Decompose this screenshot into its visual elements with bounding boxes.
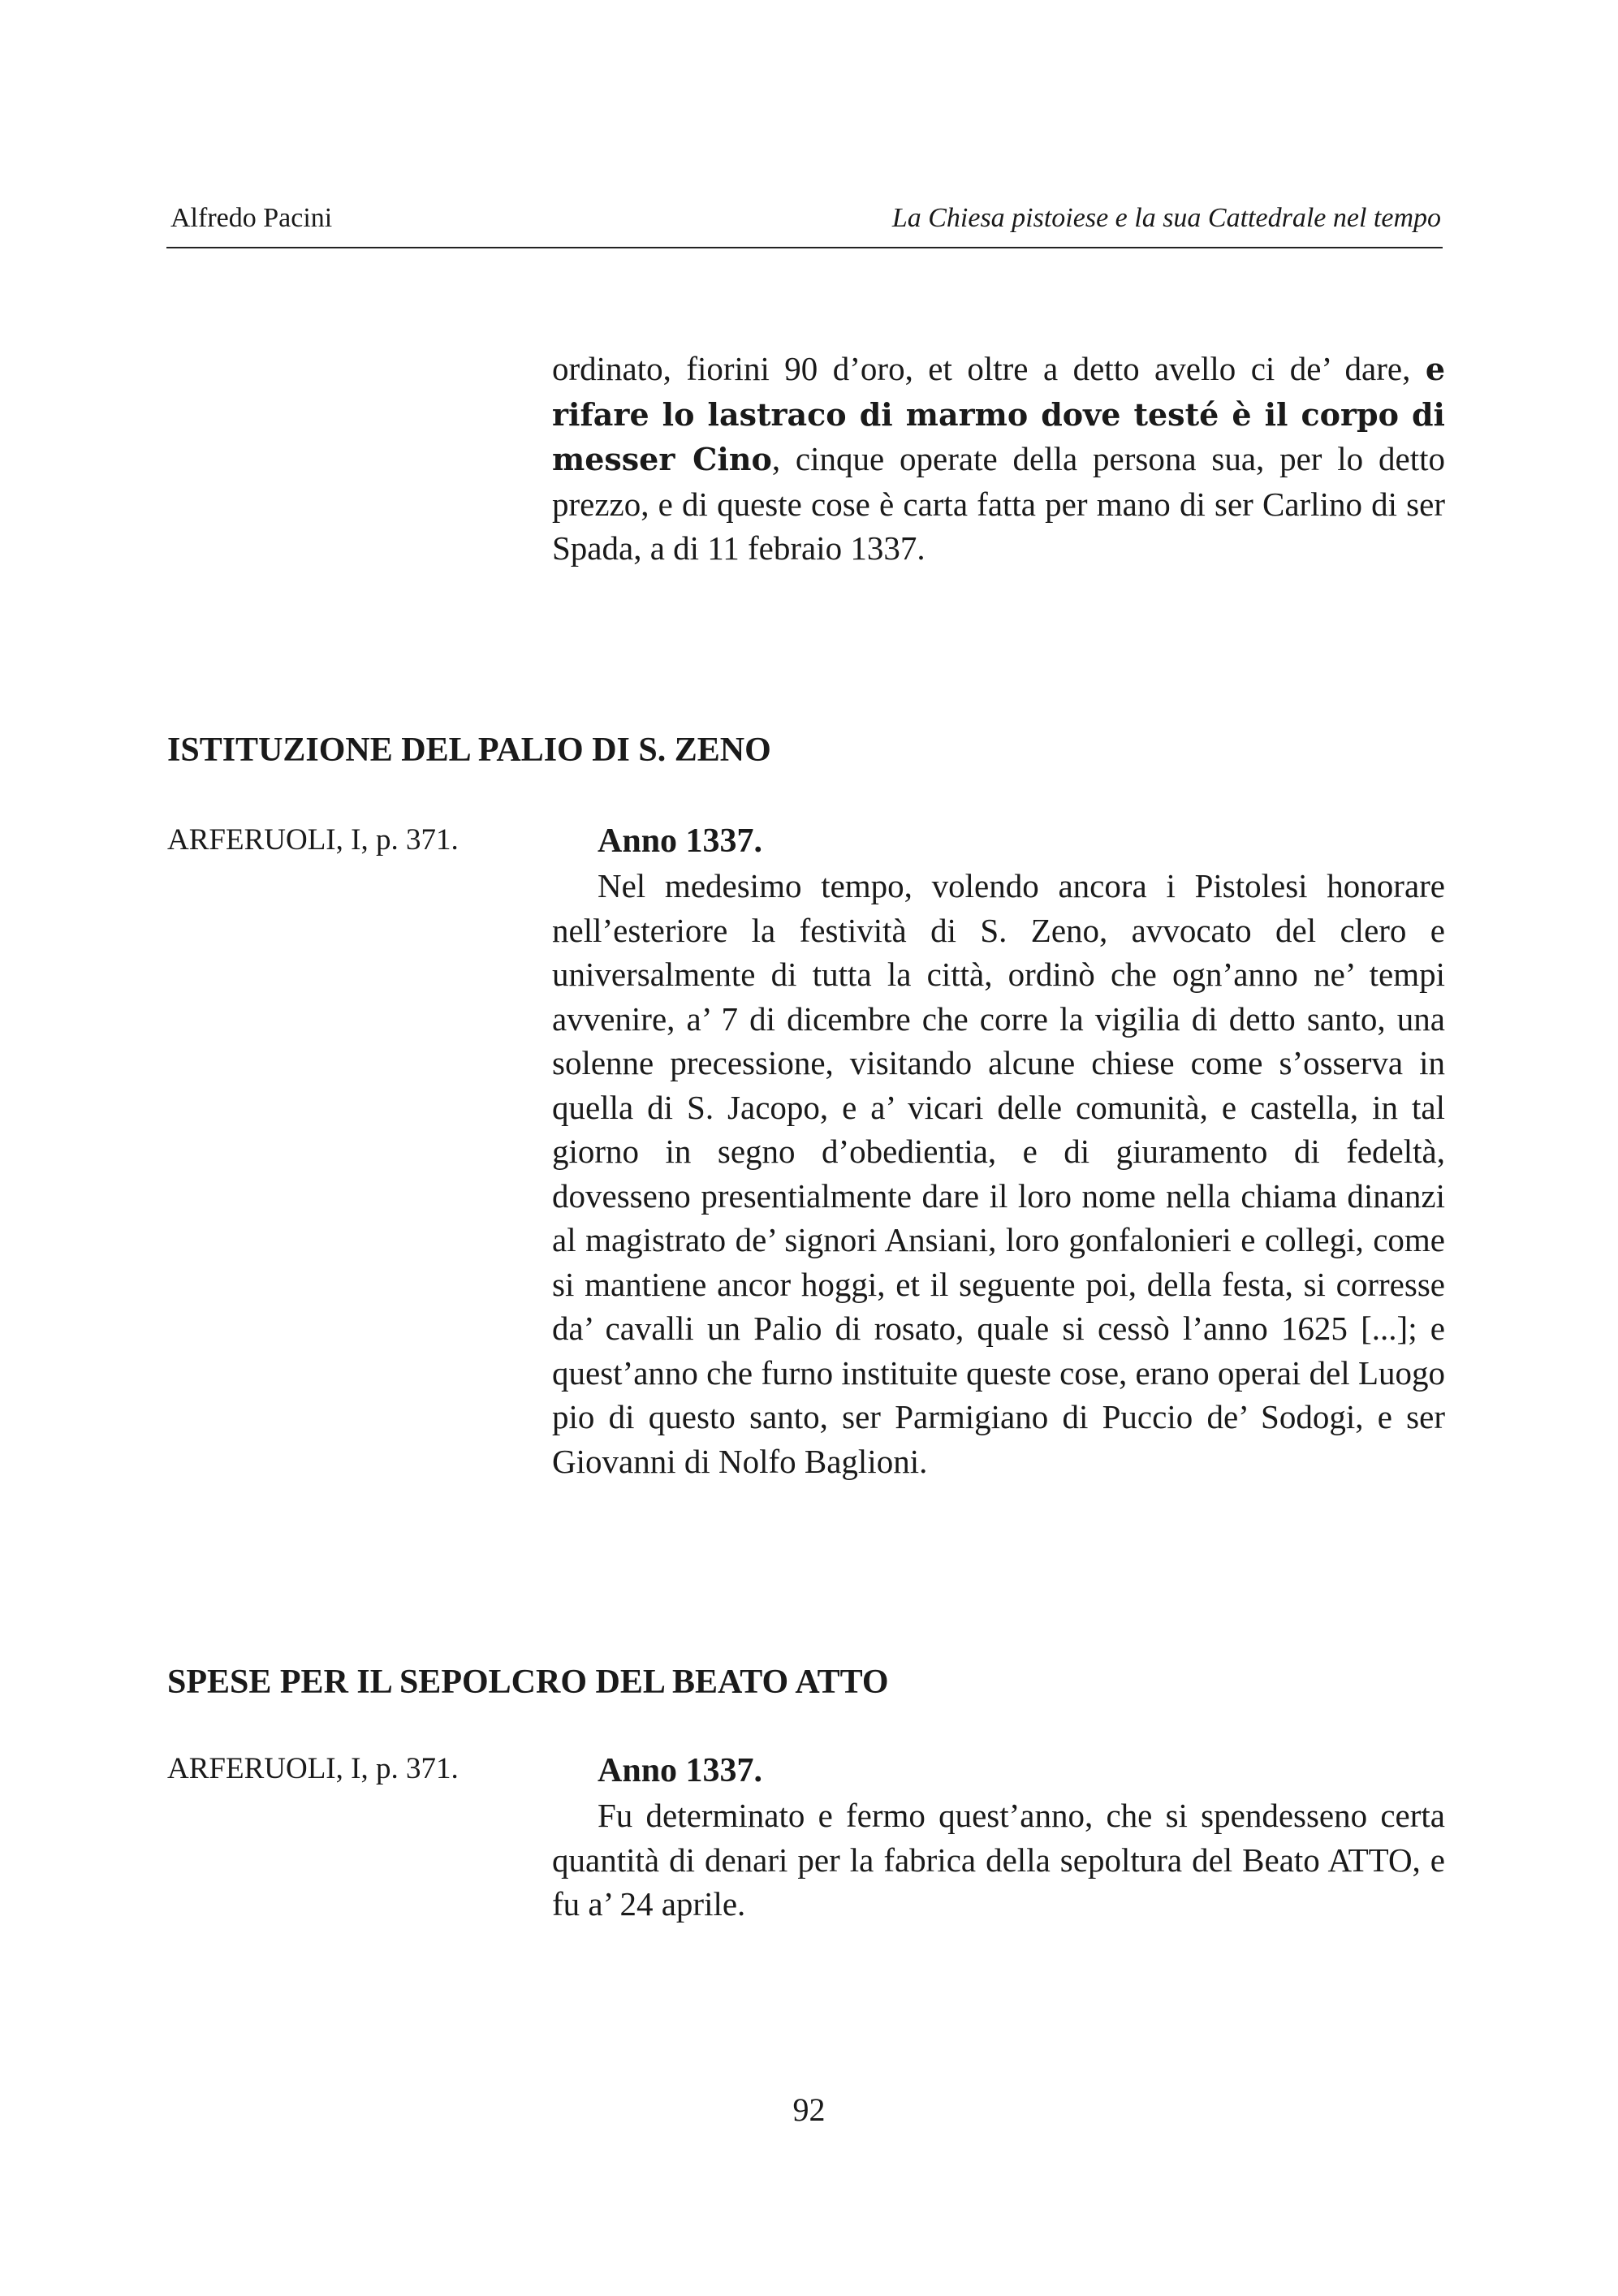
entry-sepolcro <box>552 1748 1445 1927</box>
section-heading-palio: ISTITUZIONE DEL PALIO DI S. ZENO <box>167 732 771 769</box>
entry-year-palio: Anno 1337. <box>598 822 763 860</box>
running-head-author: Alfredo Pacini <box>170 203 333 233</box>
continuation-text-start: ordinato, fiorini 90 d’oro, et oltre a detto avello ci de’ dare, <box>552 350 1411 387</box>
running-head-title: La Chiesa pistoiese e la sua Cattedrale nel tempo <box>891 203 1441 233</box>
continuation-bold-text: e rifare lo lastraco di marmo dove testé è il corpo di messer Cino <box>552 351 1445 477</box>
continuation-text-end: , cinque operate della persona sua, per lo detto prezzo, e di queste cose è carta fatta per mano di ser Carlino di ser Spada, a di 11 febraio 1337. <box>552 440 1445 567</box>
source-ref-palio: ARFERUOLI, I, p. 371. <box>167 823 459 857</box>
section-heading-sepolcro: SPESE PER IL SEPOLCRO DEL BEATO ATTO <box>167 1664 889 1701</box>
page-number: 92 <box>792 2091 826 2128</box>
entry-year-sepolcro: Anno 1337. <box>598 1752 763 1789</box>
header-rule <box>166 247 1443 248</box>
running-head <box>170 203 1441 244</box>
entry-text-sepolcro: Fu determinato e fermo quest’anno, che si spendesseno certa quantità di denari per la fabrica della sepoltura del Beato ATTO, e fu a’ 24 aprile. <box>552 1797 1445 1923</box>
continuation-paragraph <box>552 347 1445 571</box>
entry-text-palio: Nel medesimo tempo, volendo ancora i Pistolesi honorare nell’esteriore la festività di S. Zeno, avvocato del clero e universalmente di tutta la città, ordinò che ogn’anno ne’ tempi avvenire, a’ 7 di dicembre che corre la vigilia di detto santo, una solenne precessione, visitando alcune chiese come s’osserva in quella di S. Jacopo, e a’ vicari delle comunità, e castella, in tal giorno in segno d’obedientia, e di giuramento di fedeltà, dovesseno presentialmente dare il loro nome nella chiama dinanzi al magistrato de’ signori Ansiani, loro gonfalonieri e collegi, come si mantiene ancor hoggi, et il seguente poi, della festa, si corresse da’ cavalli un Palio di rosato, quale si cessò l’anno 1625 [...]; e quest’anno che furno instituite queste cose, erano operai del Luogo pio di questo santo, ser Parmigiano di Puccio de’ Sodogi, e ser Giovanni di Nolfo Baglioni. <box>552 867 1445 1480</box>
entry-palio <box>552 818 1445 1483</box>
source-ref-sepolcro: ARFERUOLI, I, p. 371. <box>167 1752 459 1785</box>
